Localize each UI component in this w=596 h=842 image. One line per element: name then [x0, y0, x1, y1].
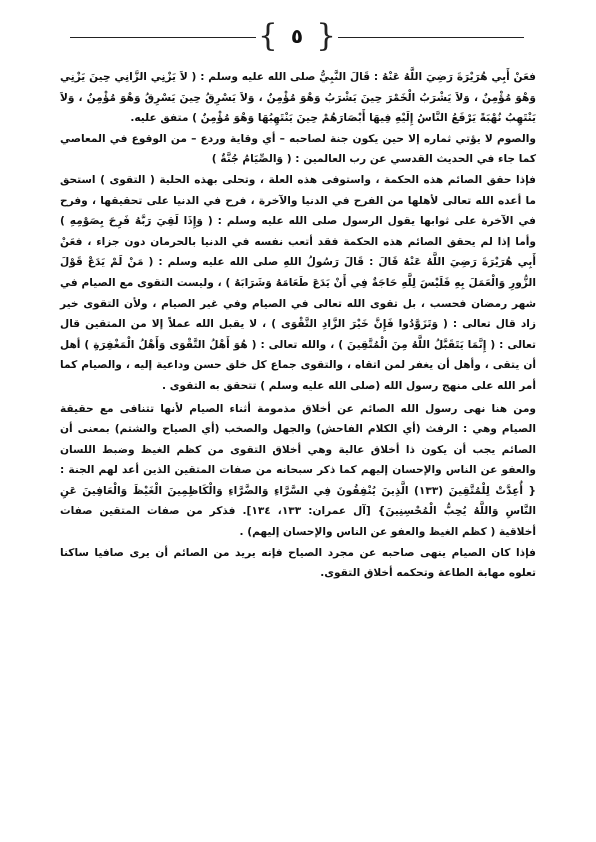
page-body — [60, 67, 536, 584]
paragraph-siyam-junna: والصوم لا يؤتي ثماره إلا حين يكون جنة لصاحبه – أي وقاية وردع – من الوقوع في المعاصي كما جاء في الحديث القدسي عن رب العالمين : ( وَالصِّيَامُ جُنَّةٌ ) — [60, 132, 536, 166]
paragraph-hadith-iman: فعَنْ أَبِي هُرَيْرَةَ رَضِيَ اللَّهُ عَنْهُ : قَالَ النَّبِيُّ صلى الله عليه وسلم : ( لاَ يَزْنِي الزَّانِي حِينَ يَزْنِي وَهْوَ مُؤْمِنٌ ، وَلاَ يَشْرَبُ الْخَمْرَ حِينَ يَشْرَبُ وَهْوَ مُؤْمِنٌ ، وَلاَ يَسْرِقُ حِينَ يَسْرِقُ وَهْوَ مُؤْمِنٌ ، وَلاَ يَنْتَهِبُ نُهْبَةً يَرْفَعُ النَّاسُ إِلَيْهِ فِيهَا أَبْصَارَهُمْ حِينَ يَنْتَهِبُهَا وَهْوَ مُؤْمِنٌ ) متفق عليه. — [60, 71, 536, 125]
page-number: ٥ — [290, 24, 304, 48]
page-header — [62, 18, 532, 56]
paragraph-akhlaq: ومن هنا نهى رسول الله الصائم عن أخلاق مذمومة أثناء الصيام لأنها تتنافى مع حقيقة الصيام وهي : الرفث (أي الكلام الفاحش) والجهل والصخب (أي الصياح والشتم) بمعنى أن الصائم يجب أن يكون ذا أخلاق عالية وهي أخلاق التقوى من كظم الغيظ وضبط اللسان والعفو عن الناس والإحسان إليهم كما ذكر سبحانه من صفات المتقين الذين أعد لهم الجنة : { أُعِدَّتْ لِلْمُتَّقِينَ (١٣٣) الَّذِينَ يُنْفِقُونَ فِي السَّرَّاءِ وَالضَّرَّاءِ وَالْكَاظِمِينَ الْغَيْظَ وَالْعَافِينَ عَنِ النَّاسِ وَاللَّهُ يُحِبُّ الْمُحْسِنِينَ} [آل عمران: ١٣٣، ١٣٤]. فذكر من صفات المتقين صفات أخلاقية ( كظم الغيظ والعفو عن الناس والإحسان إليهم) . — [60, 402, 536, 539]
page-number-brace-left: { — [258, 18, 278, 54]
header-rule-right — [338, 37, 524, 38]
page-number-brace-right: } — [316, 18, 336, 54]
header-rule-left — [70, 37, 256, 38]
paragraph-taqwa: فإذا حقق الصائم هذه الحكمة ، واستوفى هذه العلة ، وتحلى بهذه الحلية ( التقوى ) استحق ما أعده الله تعالى لأهلها من الفرح في الدنيا والآخرة ، فرح في الدنيا على تحقيقها ، وفرح في الآخرة على ثوابها يقول الرسول صلى الله عليه وسلم : ( وَإِذَا لَقِيَ رَبَّهُ فَرِحَ بِصَوْمِهِ ) وأما إذا لم يحقق الصائم هذه الحكمة فقد أتعب نفسه في الدنيا بالحرمان دون جزاء ، فعَنْ أَبِي هُرَيْرَةَ رَضِيَ اللَّهُ عَنْهُ قَالَ : قَالَ رَسُولُ اللهِ صلى الله عليه وسلم : ( مَنْ لَمْ يَدَعْ قَوْلَ الزُّورِ وَالْعَمَلَ بِهِ فَلَيْسَ لِلَّهِ حَاجَةٌ فِي أَنْ يَدَعَ طَعَامَهُ وَشَرَابَهُ ) ، وليست التقوى مع الصيام في شهر رمضان فحسب ، بل تقوى الله تعالى في الصيام وفي غير الصيام ، ولأن التقوى خير زاد قال تعالى : ( وَتَزَوَّدُوا فَإِنَّ خَيْرَ الزَّادِ التَّقْوَى ) ، لا يقبل الله عملاً إلا من المتقين قال تعالى : ( إِنَّمَا يَتَقَبَّلُ اللَّهُ مِنَ الْمُتَّقِينَ ) ، والله تعالى : ( هُوَ أَهْلُ التَّقْوَى وَأَهْلُ الْمَغْفِرَةِ ) أهل أن يتقى ، وأهل أن يغفر لمن اتقاه ، والتقوى جماع كل خلق حسن وداعية إليه ، والصيام كما أمر الله على منهج رسول الله (صلى الله عليه وسلم ) تتحقق به التقوى . — [60, 173, 536, 392]
paragraph-conclusion: فإذا كان الصيام ينهى صاحبه عن مجرد الصياح فإنه يريد من الصائم أن يرى صافيا ساكنا تعلوه مهابة الطاعة وتحكمه أخلاق التقوى. — [60, 546, 536, 580]
